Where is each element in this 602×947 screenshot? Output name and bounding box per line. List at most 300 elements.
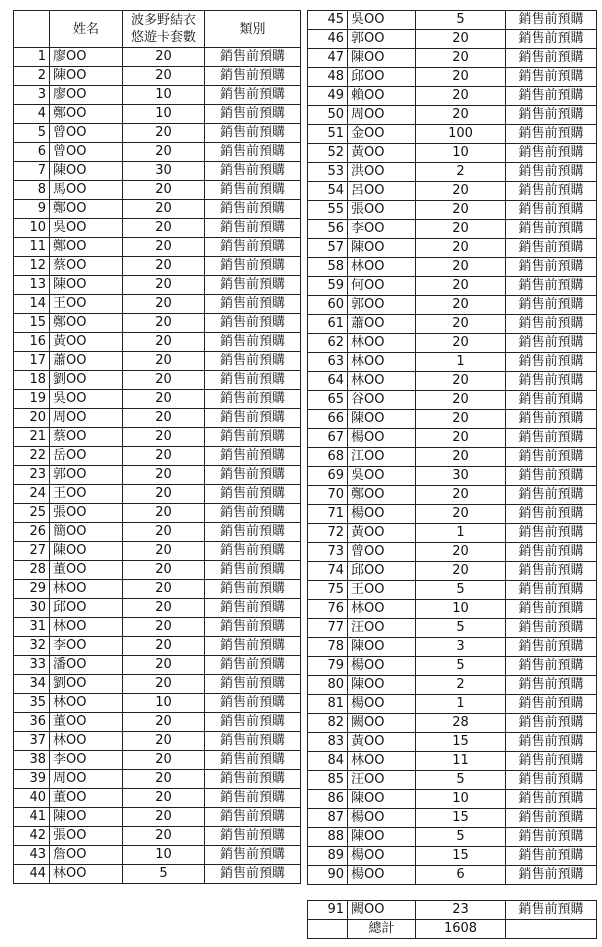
row-number: 32	[14, 637, 50, 656]
row-quantity: 20	[416, 277, 506, 296]
row-category: 銷售前預購	[506, 144, 597, 163]
row-number: 46	[308, 30, 348, 49]
row-quantity: 10	[123, 846, 205, 865]
row-name: 陳OO	[348, 638, 416, 657]
row-name: 邱OO	[50, 599, 123, 618]
row-quantity: 20	[123, 200, 205, 219]
row-quantity: 20	[416, 315, 506, 334]
row-number: 82	[308, 714, 348, 733]
table-row	[14, 637, 301, 656]
row-quantity: 20	[123, 618, 205, 637]
row-category: 銷售前預購	[205, 447, 301, 466]
row-category: 銷售前預購	[506, 429, 597, 448]
row-number: 36	[14, 713, 50, 732]
row-category: 銷售前預購	[205, 333, 301, 352]
row-name: 曾OO	[50, 124, 123, 143]
row-category: 銷售前預購	[205, 485, 301, 504]
table-row	[14, 599, 301, 618]
row-category: 銷售前預購	[506, 277, 597, 296]
row-category: 銷售前預購	[506, 163, 597, 182]
row-name: 林OO	[348, 372, 416, 391]
table-row	[308, 524, 597, 543]
row-quantity: 20	[416, 296, 506, 315]
table-row	[308, 391, 597, 410]
row-name: 林OO	[348, 334, 416, 353]
row-number: 62	[308, 334, 348, 353]
row-number: 87	[308, 809, 348, 828]
row-category: 銷售前預購	[205, 751, 301, 770]
table-row	[308, 258, 597, 277]
row-quantity: 30	[416, 467, 506, 486]
row-category: 銷售前預購	[205, 580, 301, 599]
table-row	[14, 618, 301, 637]
row-number: 10	[14, 219, 50, 238]
row-category: 銷售前預購	[205, 238, 301, 257]
row-name: 陳OO	[50, 808, 123, 827]
row-quantity: 20	[123, 333, 205, 352]
row-number: 48	[308, 68, 348, 87]
table-row	[14, 295, 301, 314]
table-row	[14, 124, 301, 143]
row-number: 91	[308, 901, 348, 920]
row-name: 何OO	[348, 277, 416, 296]
row-number: 47	[308, 49, 348, 68]
row-name: 黃OO	[348, 733, 416, 752]
row-name: 林OO	[50, 865, 123, 884]
row-quantity: 20	[123, 599, 205, 618]
table-row	[14, 827, 301, 846]
row-name: 陳OO	[348, 790, 416, 809]
row-number: 75	[308, 581, 348, 600]
row-quantity: 20	[416, 182, 506, 201]
row-quantity: 3	[416, 638, 506, 657]
row-quantity: 20	[416, 505, 506, 524]
row-number: 57	[308, 239, 348, 258]
header-quantity-line1: 波多野結衣	[130, 13, 196, 28]
row-number: 9	[14, 200, 50, 219]
row-number: 68	[308, 448, 348, 467]
row-number: 61	[308, 315, 348, 334]
row-number: 76	[308, 600, 348, 619]
row-name: 陳OO	[348, 239, 416, 258]
row-name: 王OO	[50, 295, 123, 314]
row-number: 35	[14, 694, 50, 713]
row-category: 銷售前預購	[205, 827, 301, 846]
row-category: 銷售前預購	[506, 87, 597, 106]
row-quantity: 20	[123, 409, 205, 428]
table-row	[308, 695, 597, 714]
row-category: 銷售前預購	[205, 390, 301, 409]
table-row	[308, 30, 597, 49]
row-name: 吳OO	[348, 467, 416, 486]
row-quantity: 20	[123, 371, 205, 390]
row-name: 闕OO	[348, 901, 416, 920]
row-number: 79	[308, 657, 348, 676]
row-category: 銷售前預購	[205, 86, 301, 105]
row-quantity: 20	[416, 220, 506, 239]
row-category: 銷售前預購	[506, 220, 597, 239]
table-row	[308, 486, 597, 505]
table-row	[14, 713, 301, 732]
summary-entry-row	[308, 901, 597, 920]
row-category: 銷售前預購	[506, 30, 597, 49]
row-category: 銷售前預購	[506, 106, 597, 125]
row-number: 80	[308, 676, 348, 695]
row-name: 岳OO	[50, 447, 123, 466]
row-name: 王OO	[50, 485, 123, 504]
row-name: 劉OO	[50, 371, 123, 390]
table-row	[308, 809, 597, 828]
table-row	[308, 410, 597, 429]
row-name: 谷OO	[348, 391, 416, 410]
header-number-cell	[14, 11, 50, 48]
row-name: 周OO	[50, 409, 123, 428]
row-quantity: 100	[416, 125, 506, 144]
row-number: 81	[308, 695, 348, 714]
table-row	[14, 86, 301, 105]
row-name: 蔡OO	[50, 257, 123, 276]
row-category: 銷售前預購	[506, 733, 597, 752]
header-name-cell: 姓名	[50, 11, 123, 48]
row-number: 12	[14, 257, 50, 276]
row-name: 黃OO	[50, 333, 123, 352]
table-row	[14, 352, 301, 371]
row-name: 林OO	[348, 752, 416, 771]
row-category: 銷售前預購	[506, 258, 597, 277]
row-number: 8	[14, 181, 50, 200]
row-category: 銷售前預購	[506, 524, 597, 543]
row-number: 25	[14, 504, 50, 523]
row-quantity: 10	[416, 790, 506, 809]
row-quantity: 11	[416, 752, 506, 771]
row-category: 銷售前預購	[205, 200, 301, 219]
row-name: 陳OO	[50, 276, 123, 295]
left-table	[13, 10, 301, 884]
row-name: 呂OO	[348, 182, 416, 201]
table-row	[308, 619, 597, 638]
row-quantity: 10	[416, 600, 506, 619]
table-row	[14, 865, 301, 884]
row-category: 銷售前預購	[205, 257, 301, 276]
table-row	[308, 353, 597, 372]
row-name: 金OO	[348, 125, 416, 144]
row-number: 65	[308, 391, 348, 410]
row-number: 45	[308, 11, 348, 30]
table-row	[308, 106, 597, 125]
row-number: 63	[308, 353, 348, 372]
row-number: 42	[14, 827, 50, 846]
row-quantity: 20	[123, 675, 205, 694]
row-name: 王OO	[348, 581, 416, 600]
row-category: 銷售前預購	[205, 561, 301, 580]
row-number: 86	[308, 790, 348, 809]
row-name: 林OO	[50, 694, 123, 713]
table-row	[308, 581, 597, 600]
row-quantity: 20	[416, 239, 506, 258]
row-quantity: 20	[123, 447, 205, 466]
row-number: 38	[14, 751, 50, 770]
table-row	[308, 600, 597, 619]
row-number: 69	[308, 467, 348, 486]
row-name: 廖OO	[50, 86, 123, 105]
row-category: 銷售前預購	[506, 901, 597, 920]
table-row	[14, 789, 301, 808]
total-label: 總計	[348, 920, 416, 939]
row-category: 銷售前預購	[506, 676, 597, 695]
table-row	[14, 694, 301, 713]
row-quantity: 20	[123, 67, 205, 86]
row-category: 銷售前預購	[205, 504, 301, 523]
row-name: 詹OO	[50, 846, 123, 865]
row-quantity: 5	[123, 865, 205, 884]
total-value: 1608	[416, 920, 506, 939]
row-category: 銷售前預購	[205, 599, 301, 618]
row-category: 銷售前預購	[205, 219, 301, 238]
table-row	[14, 561, 301, 580]
row-category: 銷售前預購	[506, 619, 597, 638]
row-number: 64	[308, 372, 348, 391]
table-row	[308, 163, 597, 182]
row-quantity: 20	[123, 751, 205, 770]
table-row	[14, 656, 301, 675]
row-quantity: 20	[123, 466, 205, 485]
row-category: 銷售前預購	[506, 315, 597, 334]
table-row	[308, 638, 597, 657]
row-category: 銷售前預購	[205, 48, 301, 67]
row-category: 銷售前預購	[506, 562, 597, 581]
row-quantity: 20	[123, 732, 205, 751]
row-quantity: 20	[416, 543, 506, 562]
row-name: 廖OO	[50, 48, 123, 67]
row-name: 郭OO	[348, 296, 416, 315]
row-name: 簡OO	[50, 523, 123, 542]
table-row	[308, 296, 597, 315]
row-category: 銷售前預購	[205, 846, 301, 865]
row-quantity: 20	[123, 542, 205, 561]
table-row	[308, 562, 597, 581]
header-row	[14, 11, 301, 48]
row-quantity: 15	[416, 809, 506, 828]
row-quantity: 20	[123, 219, 205, 238]
row-name: 林OO	[50, 618, 123, 637]
row-quantity: 20	[123, 827, 205, 846]
table-row	[14, 542, 301, 561]
row-number: 14	[14, 295, 50, 314]
row-quantity: 20	[416, 49, 506, 68]
table-row	[14, 390, 301, 409]
table-row	[14, 238, 301, 257]
row-name: 馬OO	[50, 181, 123, 200]
row-number: 29	[14, 580, 50, 599]
row-number: 73	[308, 543, 348, 562]
row-quantity: 5	[416, 657, 506, 676]
row-quantity: 20	[416, 391, 506, 410]
row-quantity: 1	[416, 353, 506, 372]
row-name: 黃OO	[348, 524, 416, 543]
row-number: 60	[308, 296, 348, 315]
row-quantity: 6	[416, 866, 506, 885]
row-number: 34	[14, 675, 50, 694]
table-row	[14, 333, 301, 352]
row-name: 楊OO	[348, 695, 416, 714]
row-number: 52	[308, 144, 348, 163]
row-name: 吳OO	[348, 11, 416, 30]
row-quantity: 20	[416, 258, 506, 277]
row-name: 楊OO	[348, 657, 416, 676]
row-name: 蔡OO	[50, 428, 123, 447]
row-name: 林OO	[50, 580, 123, 599]
table-row	[14, 732, 301, 751]
table-row	[308, 866, 597, 885]
row-number: 77	[308, 619, 348, 638]
row-name: 周OO	[50, 770, 123, 789]
row-quantity: 20	[416, 486, 506, 505]
table-row	[14, 67, 301, 86]
row-category: 銷售前預購	[205, 732, 301, 751]
row-category: 銷售前預購	[205, 656, 301, 675]
row-number: 24	[14, 485, 50, 504]
row-number: 21	[14, 428, 50, 447]
row-name: 楊OO	[348, 429, 416, 448]
row-quantity: 20	[123, 561, 205, 580]
table-row	[308, 372, 597, 391]
row-category: 銷售前預購	[506, 752, 597, 771]
table-row	[14, 523, 301, 542]
row-quantity: 20	[123, 257, 205, 276]
row-category: 銷售前預購	[506, 828, 597, 847]
table-row	[14, 143, 301, 162]
row-name: 張OO	[348, 201, 416, 220]
row-name: 鄭OO	[50, 238, 123, 257]
table-row	[14, 770, 301, 789]
row-name: 蕭OO	[50, 352, 123, 371]
row-category: 銷售前預購	[506, 334, 597, 353]
row-quantity: 2	[416, 676, 506, 695]
row-quantity: 20	[416, 68, 506, 87]
row-category: 銷售前預購	[205, 542, 301, 561]
row-category: 銷售前預購	[205, 314, 301, 333]
row-category: 銷售前預購	[506, 49, 597, 68]
row-category: 銷售前預購	[205, 276, 301, 295]
row-category: 銷售前預購	[506, 638, 597, 657]
summary-table	[307, 900, 597, 939]
row-name: 楊OO	[348, 505, 416, 524]
row-category: 銷售前預購	[205, 618, 301, 637]
row-name: 林OO	[348, 258, 416, 277]
row-quantity: 5	[416, 619, 506, 638]
row-quantity: 20	[123, 485, 205, 504]
row-number: 17	[14, 352, 50, 371]
row-name: 張OO	[50, 827, 123, 846]
row-category: 銷售前預購	[205, 694, 301, 713]
table-row	[308, 239, 597, 258]
row-category: 銷售前預購	[506, 68, 597, 87]
table-row	[14, 409, 301, 428]
row-quantity: 20	[123, 143, 205, 162]
row-number: 85	[308, 771, 348, 790]
row-number: 23	[14, 466, 50, 485]
row-number: 55	[308, 201, 348, 220]
row-number: 3	[14, 86, 50, 105]
row-number: 11	[14, 238, 50, 257]
row-number: 15	[14, 314, 50, 333]
row-name: 陳OO	[50, 67, 123, 86]
row-number: 56	[308, 220, 348, 239]
row-number: 37	[14, 732, 50, 751]
table-row	[308, 201, 597, 220]
row-name: 邱OO	[348, 68, 416, 87]
row-number: 66	[308, 410, 348, 429]
table-row	[308, 657, 597, 676]
row-number: 72	[308, 524, 348, 543]
table-row	[308, 125, 597, 144]
table-row	[308, 714, 597, 733]
row-name: 潘OO	[50, 656, 123, 675]
row-name: 董OO	[50, 561, 123, 580]
row-name: 張OO	[50, 504, 123, 523]
row-name: 吳OO	[50, 390, 123, 409]
table-row	[14, 181, 301, 200]
row-quantity: 10	[416, 144, 506, 163]
row-quantity: 20	[416, 448, 506, 467]
right-table-body	[308, 11, 597, 885]
row-name: 董OO	[50, 789, 123, 808]
table-row	[308, 467, 597, 486]
row-name: 林OO	[348, 600, 416, 619]
row-quantity: 20	[123, 238, 205, 257]
row-number: 31	[14, 618, 50, 637]
table-row	[14, 580, 301, 599]
total-empty-cell	[506, 920, 597, 939]
row-name: 楊OO	[348, 809, 416, 828]
row-quantity: 20	[123, 48, 205, 67]
table-row	[14, 314, 301, 333]
row-category: 銷售前預購	[506, 486, 597, 505]
table-row	[308, 315, 597, 334]
row-category: 銷售前預購	[506, 847, 597, 866]
row-number: 20	[14, 409, 50, 428]
table-row	[14, 751, 301, 770]
row-name: 吳OO	[50, 219, 123, 238]
row-quantity: 15	[416, 733, 506, 752]
table-row	[308, 144, 597, 163]
row-name: 李OO	[348, 220, 416, 239]
row-number: 71	[308, 505, 348, 524]
table-row	[14, 808, 301, 827]
table-row	[308, 11, 597, 30]
row-quantity: 10	[123, 86, 205, 105]
table-row	[308, 828, 597, 847]
row-quantity: 20	[416, 334, 506, 353]
header-category-cell: 類別	[205, 11, 301, 48]
right-table	[307, 10, 597, 885]
row-category: 銷售前預購	[205, 352, 301, 371]
row-quantity: 20	[123, 656, 205, 675]
row-quantity: 5	[416, 581, 506, 600]
row-category: 銷售前預購	[205, 409, 301, 428]
row-quantity: 20	[123, 637, 205, 656]
row-category: 銷售前預購	[506, 467, 597, 486]
table-row	[14, 200, 301, 219]
row-category: 銷售前預購	[506, 543, 597, 562]
row-number: 4	[14, 105, 50, 124]
row-name: 洪OO	[348, 163, 416, 182]
row-number: 41	[14, 808, 50, 827]
row-name: 鄭OO	[50, 200, 123, 219]
row-quantity: 5	[416, 11, 506, 30]
table-row	[308, 87, 597, 106]
row-category: 銷售前預購	[205, 105, 301, 124]
